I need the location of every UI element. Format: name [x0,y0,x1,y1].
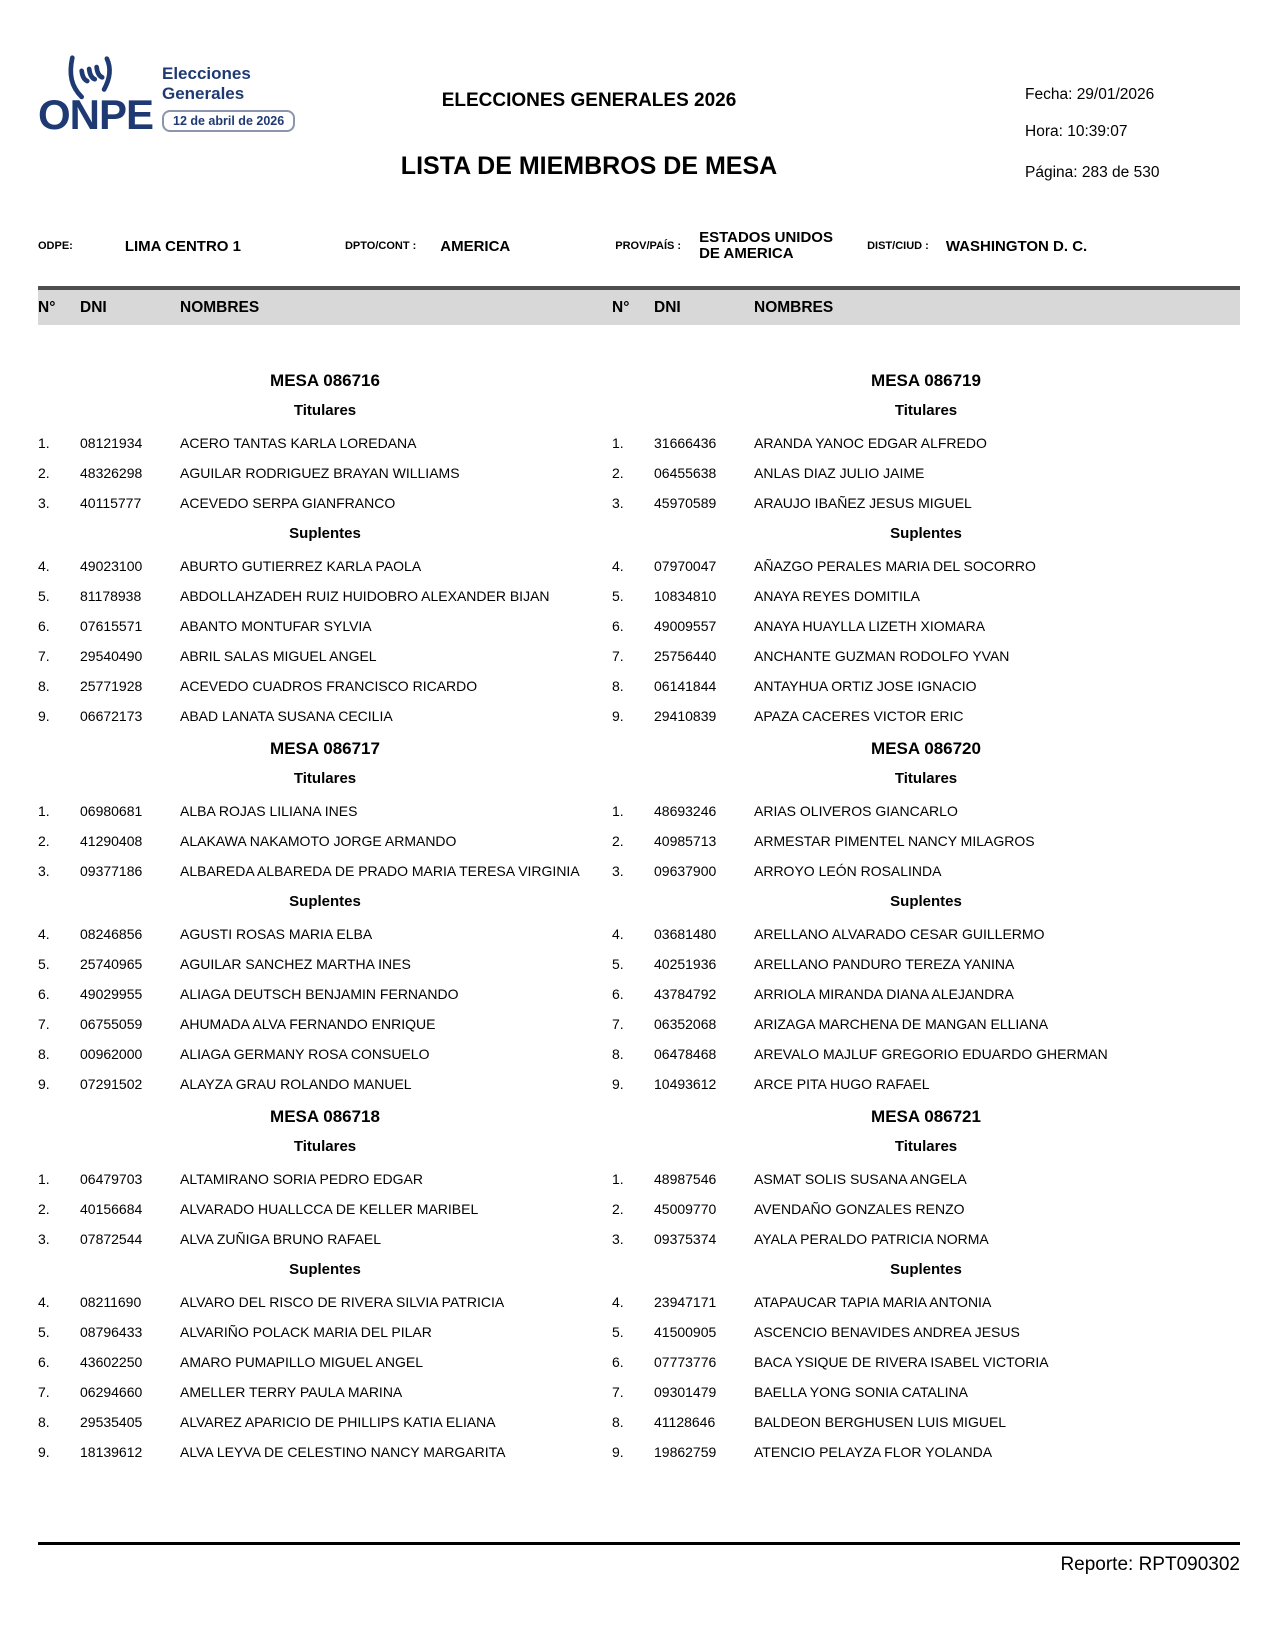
row-name: ARMESTAR PIMENTEL NANCY MILAGROS [754,833,1035,849]
row-name: ARANDA YANOC EDGAR ALFREDO [754,435,987,451]
row-number: 7. [38,1016,50,1032]
mesa-title: MESA 086716 [270,371,380,390]
member-row [612,1009,1240,1039]
row-name: BAELLA YONG SONIA CATALINA [754,1384,968,1400]
mesa-block [612,371,1240,731]
row-dni: 08121934 [80,435,143,451]
row-dni: 06455638 [654,465,717,481]
row-name: ARROYO LEÓN ROSALINDA [754,863,942,879]
row-name: ALVA LEYVA DE CELESTINO NANCY MARGARITA [180,1444,506,1460]
row-number: 9. [612,1444,624,1460]
row-number: 8. [38,1414,50,1430]
row-number: 8. [38,1046,50,1062]
row-dni: 09637900 [654,863,717,879]
row-dni: 40115777 [80,495,142,511]
mesa-title: MESA 086721 [871,1107,981,1126]
row-number: 7. [612,1016,624,1032]
member-row [38,1069,612,1099]
row-dni: 03681480 [654,926,717,942]
row-number: 7. [38,1384,50,1400]
row-name: BALDEON BERGHUSEN LUIS MIGUEL [754,1414,1007,1430]
suplentes-heading: Suplentes [289,1261,361,1278]
suplentes-heading: Suplentes [890,893,962,910]
member-row [38,701,612,731]
member-row [612,1407,1240,1437]
row-number: 3. [38,863,50,879]
row-name: ARRIOLA MIRANDA DIANA ALEJANDRA [754,986,1014,1002]
row-name: ANLAS DIAZ JULIO JAIME [754,465,925,481]
report-title: LISTA DE MIEMBROS DE MESA [400,152,778,180]
member-row [612,1039,1240,1069]
member-row [38,1347,612,1377]
row-dni: 48326298 [80,465,143,481]
row-dni: 29540490 [80,648,143,664]
member-row [38,671,612,701]
titulares-rows [38,428,612,518]
member-row [612,1287,1240,1317]
row-number: 7. [38,648,50,664]
row-dni: 09377186 [80,863,143,879]
row-dni: 08211690 [80,1294,142,1310]
prov-label: PROV/PAÍS : [615,240,682,252]
member-row [38,458,612,488]
row-name: ASCENCIO BENAVIDES ANDREA JESUS [754,1324,1020,1340]
prov-value: ESTADOS UNIDOS DE AMERICA [699,229,833,262]
member-row [612,1194,1240,1224]
row-number: 5. [38,956,50,972]
row-name: AGUSTI ROSAS MARIA ELBA [180,926,373,942]
member-row [38,581,612,611]
meta-fecha: Fecha: 29/01/2026 [1025,86,1155,103]
member-row [612,458,1240,488]
row-number: 6. [612,618,624,634]
row-name: AYALA PERALDO PATRICIA NORMA [754,1231,989,1247]
table-header-band [38,286,1240,325]
member-row [612,488,1240,518]
member-row [612,1317,1240,1347]
row-name: ASMAT SOLIS SUSANA ANGELA [754,1171,967,1187]
row-number: 7. [612,1384,624,1400]
member-row [38,1039,612,1069]
row-name: ABURTO GUTIERREZ KARLA PAOLA [180,558,422,574]
row-number: 5. [612,1324,624,1340]
row-name: ACEVEDO CUADROS FRANCISCO RICARDO [180,678,478,694]
row-dni: 00962000 [80,1046,143,1062]
suplentes-rows [612,919,1240,1099]
row-number: 7. [612,648,624,664]
row-name: ARCE PITA HUGO RAFAEL [754,1076,930,1092]
row-name: ALBAREDA ALBAREDA DE PRADO MARIA TERESA VIRGINIA [180,863,580,879]
mesa-title: MESA 086719 [871,371,981,390]
row-dni: 18139612 [80,1444,143,1460]
row-name: ALVAREZ APARICIO DE PHILLIPS KATIA ELIANA [180,1414,496,1430]
col-nombres-header: NOMBRES [180,298,260,316]
row-dni: 49023100 [80,558,143,574]
member-row [612,581,1240,611]
row-number: 9. [38,1076,50,1092]
row-number: 1. [38,435,50,451]
row-dni: 43602250 [80,1354,143,1370]
row-dni: 19862759 [654,1444,717,1460]
col-num-header: N° [612,298,630,316]
row-name: AREVALO MAJLUF GREGORIO EDUARDO GHERMAN [754,1046,1108,1062]
member-row [612,949,1240,979]
member-row [38,1194,612,1224]
row-dni: 06755059 [80,1016,143,1032]
row-name: ANAYA HUAYLLA LIZETH XIOMARA [754,618,986,634]
titulares-rows [38,1164,612,1254]
mesa-columns [38,325,1240,1467]
member-row [38,428,612,458]
row-name: BACA YSIQUE DE RIVERA ISABEL VICTORIA [754,1354,1049,1370]
titulares-heading: Titulares [293,1138,357,1155]
suplentes-rows [612,551,1240,731]
row-dni: 10493612 [654,1076,717,1092]
suplentes-heading: Suplentes [890,525,962,542]
row-name: AMARO PUMAPILLO MIGUEL ANGEL [180,1354,423,1370]
mesa-title: MESA 086720 [871,739,981,758]
member-row [38,1287,612,1317]
row-name: ALVARO DEL RISCO DE RIVERA SILVIA PATRICIA [180,1294,505,1310]
row-number: 5. [38,1324,50,1340]
member-row [38,1377,612,1407]
report-code: Reporte: RPT090302 [1060,1554,1240,1575]
row-number: 2. [38,465,50,481]
row-number: 1. [38,1171,50,1187]
dist-label: DIST/CIUD : [867,240,929,252]
page-header [38,52,1240,182]
row-number: 4. [38,1294,50,1310]
row-name: AHUMADA ALVA FERNANDO ENRIQUE [180,1016,436,1032]
row-number: 6. [612,986,624,1002]
titulares-heading: Titulares [293,402,357,419]
row-dni: 07615571 [80,618,143,634]
row-number: 2. [612,1201,624,1217]
row-number: 8. [612,678,624,694]
member-row [612,611,1240,641]
logo-date-badge: 12 de abril de 2026 [162,110,295,132]
page-footer [38,1542,1240,1576]
row-dni: 10834810 [654,588,717,604]
onpe-logo [38,56,303,148]
member-row [38,856,612,886]
row-number: 5. [38,588,50,604]
row-dni: 06352068 [654,1016,717,1032]
dpto-value: AMERICA [440,237,511,255]
titulares-rows [612,1164,1240,1254]
row-number: 5. [612,956,624,972]
row-dni: 09375374 [654,1231,717,1247]
row-dni: 06672173 [80,708,143,724]
row-dni: 31666436 [654,435,717,451]
row-dni: 40156684 [80,1201,143,1217]
member-row [38,1224,612,1254]
member-row [38,919,612,949]
row-number: 8. [612,1414,624,1430]
row-name: ALAYZA GRAU ROLANDO MANUEL [180,1076,412,1092]
row-dni: 06479703 [80,1171,143,1187]
row-number: 9. [612,1076,624,1092]
row-number: 2. [38,833,50,849]
row-number: 4. [612,1294,624,1310]
member-row [612,701,1240,731]
member-row [38,979,612,1009]
row-name: ALTAMIRANO SORIA PEDRO EDGAR [180,1171,423,1187]
row-dni: 25740965 [80,956,143,972]
row-dni: 81178938 [80,588,142,604]
meta-hora: Hora: 10:39:07 [1025,123,1128,140]
row-number: 6. [38,1354,50,1370]
odpe-label: ODPE: [38,240,73,252]
row-name: ALBA ROJAS LILIANA INES [180,803,358,819]
row-name: ARAUJO IBAÑEZ JESUS MIGUEL [754,495,972,511]
member-row [612,919,1240,949]
row-name: ATAPAUCAR TAPIA MARIA ANTONIA [754,1294,992,1310]
row-name: AVENDAÑO GONZALES RENZO [754,1201,965,1217]
member-row [612,1224,1240,1254]
titulares-heading: Titulares [894,1138,958,1155]
row-name: ANCHANTE GUZMAN RODOLFO YVAN [754,648,1010,664]
row-dni: 07970047 [654,558,717,574]
row-name: ALAKAWA NAKAMOTO JORGE ARMANDO [180,833,457,849]
row-number: 8. [612,1046,624,1062]
col-nombres-header: NOMBRES [754,298,834,316]
col-num-header: N° [38,298,56,316]
row-number: 6. [38,618,50,634]
member-row [612,428,1240,458]
row-number: 9. [612,708,624,724]
row-number: 1. [612,1171,624,1187]
row-name: ACERO TANTAS KARLA LOREDANA [180,435,417,451]
member-row [612,826,1240,856]
row-dni: 25771928 [80,678,143,694]
suplentes-rows [38,1287,612,1467]
table-header-left [38,299,612,317]
row-dni: 41128646 [654,1414,716,1430]
member-row [612,1347,1240,1377]
header-titles [303,52,1025,180]
row-name: ARIAS OLIVEROS GIANCARLO [754,803,958,819]
member-row [612,551,1240,581]
row-number: 3. [612,495,624,511]
row-dni: 06478468 [654,1046,717,1062]
table-header-right [612,299,1240,317]
member-row [38,949,612,979]
logo-tagline-line2: Generales [162,84,245,103]
mesa-column-left [38,325,612,1467]
row-name: ABAD LANATA SUSANA CECILIA [180,708,393,724]
row-number: 2. [612,833,624,849]
mesa-block [612,1107,1240,1467]
row-dni: 43784792 [654,986,717,1002]
member-row [38,641,612,671]
row-dni: 06980681 [80,803,143,819]
row-name: ALIAGA DEUTSCH BENJAMIN FERNANDO [180,986,459,1002]
row-number: 3. [38,1231,50,1247]
header-meta [1025,52,1240,182]
row-name: ABANTO MONTUFAR SYLVIA [180,618,372,634]
row-number: 9. [38,708,50,724]
dpto-label: DPTO/CONT : [344,240,417,252]
row-number: 2. [38,1201,50,1217]
mesa-block [38,1107,612,1467]
row-name: ALVARIÑO POLACK MARIA DEL PILAR [180,1324,432,1340]
row-name: ATENCIO PELAYZA FLOR YOLANDA [754,1444,993,1460]
member-row [38,551,612,581]
member-row [612,671,1240,701]
row-number: 2. [612,465,624,481]
row-dni: 07291502 [80,1076,143,1092]
row-name: ANTAYHUA ORTIZ JOSE IGNACIO [754,678,977,694]
row-dni: 41500905 [654,1324,717,1340]
row-dni: 29410839 [654,708,717,724]
member-row [612,979,1240,1009]
member-row [38,611,612,641]
titulares-heading: Titulares [293,770,357,787]
row-dni: 09301479 [654,1384,717,1400]
row-number: 4. [38,926,50,942]
mesa-title: MESA 086718 [270,1107,380,1126]
row-dni: 48987546 [654,1171,717,1187]
row-dni: 45970589 [654,495,717,511]
suplentes-heading: Suplentes [890,1261,962,1278]
row-dni: 48693246 [654,803,717,819]
row-number: 6. [38,986,50,1002]
member-row [612,1069,1240,1099]
row-dni: 40985713 [654,833,717,849]
row-dni: 07872544 [80,1231,143,1247]
row-dni: 41290408 [80,833,143,849]
suplentes-rows [612,1287,1240,1467]
member-row [612,1377,1240,1407]
mesa-title: MESA 086717 [270,739,380,758]
row-number: 4. [612,926,624,942]
row-name: ALIAGA GERMANY ROSA CONSUELO [180,1046,430,1062]
titulares-rows [612,428,1240,518]
mesa-block [612,739,1240,1099]
row-name: AGUILAR SANCHEZ MARTHA INES [180,956,411,972]
row-name: APAZA CACERES VICTOR ERIC [754,708,964,724]
row-dni: 08796433 [80,1324,143,1340]
row-name: ABDOLLAHZADEH RUIZ HUIDOBRO ALEXANDER BIJAN [180,588,550,604]
onpe-mark [38,56,160,148]
member-row [38,488,612,518]
member-row [38,826,612,856]
row-number: 4. [38,558,50,574]
row-number: 6. [612,1354,624,1370]
suplentes-heading: Suplentes [289,525,361,542]
titulares-rows [38,796,612,886]
row-dni: 07773776 [654,1354,717,1370]
titulares-rows [612,796,1240,886]
member-row [38,1164,612,1194]
member-row [38,796,612,826]
col-dni-header: DNI [80,298,107,316]
row-number: 1. [612,803,624,819]
titulares-heading: Titulares [894,770,958,787]
row-dni: 45009770 [654,1201,717,1217]
row-number: 1. [612,435,624,451]
row-number: 8. [38,678,50,694]
meta-pagina: Página: 283 de 530 [1025,164,1160,181]
member-row [612,1437,1240,1467]
row-name: ACEVEDO SERPA GIANFRANCO [180,495,396,511]
row-dni: 49029955 [80,986,143,1002]
row-name: ANAYA REYES DOMITILA [754,588,920,604]
main-title: ELECCIONES GENERALES 2026 [441,90,737,111]
row-dni: 49009557 [654,618,717,634]
row-number: 5. [612,588,624,604]
col-dni-header: DNI [654,298,681,316]
row-name: ARELLANO ALVARADO CESAR GUILLERMO [754,926,1045,942]
member-row [38,1407,612,1437]
row-name: ARIZAGA MARCHENA DE MANGAN ELLIANA [754,1016,1049,1032]
dist-value: WASHINGTON D. C. [945,237,1088,255]
row-number: 1. [38,803,50,819]
row-dni: 06141844 [654,678,717,694]
row-dni: 08246856 [80,926,143,942]
member-row [612,856,1240,886]
row-dni: 06294660 [80,1384,143,1400]
member-row [612,1164,1240,1194]
row-dni: 23947171 [654,1294,717,1310]
titulares-heading: Titulares [894,402,958,419]
member-row [38,1317,612,1347]
row-number: 3. [38,495,50,511]
mesa-block [38,371,612,731]
row-dni: 40251936 [654,956,717,972]
onpe-wordmark: ONPE [38,91,154,138]
row-number: 3. [612,863,624,879]
mesa-column-right [612,325,1240,1467]
suplentes-rows [38,551,612,731]
member-row [612,641,1240,671]
suplentes-rows [38,919,612,1099]
row-dni: 29535405 [80,1414,143,1430]
row-name: AGUILAR RODRIGUEZ BRAYAN WILLIAMS [180,465,460,481]
row-number: 3. [612,1231,624,1247]
member-row [612,796,1240,826]
footer-rule [38,1542,1240,1545]
mesa-block [38,739,612,1099]
odpe-value: LIMA CENTRO 1 [124,237,241,255]
row-name: ABRIL SALAS MIGUEL ANGEL [180,648,377,664]
row-name: ARELLANO PANDURO TEREZA YANINA [754,956,1015,972]
member-row [38,1437,612,1467]
row-name: ALVARADO HUALLCCA DE KELLER MARIBEL [180,1201,479,1217]
suplentes-heading: Suplentes [289,893,361,910]
row-dni: 25756440 [654,648,717,664]
location-bar [38,224,1240,268]
logo-tagline-line1: Elecciones [162,64,251,83]
logo-tagline [162,64,295,148]
row-name: AMELLER TERRY PAULA MARINA [180,1384,403,1400]
row-name: ALVA ZUÑIGA BRUNO RAFAEL [180,1231,381,1247]
row-name: AÑAZGO PERALES MARIA DEL SOCORRO [754,558,1036,574]
row-number: 4. [612,558,624,574]
member-row [38,1009,612,1039]
row-number: 9. [38,1444,50,1460]
